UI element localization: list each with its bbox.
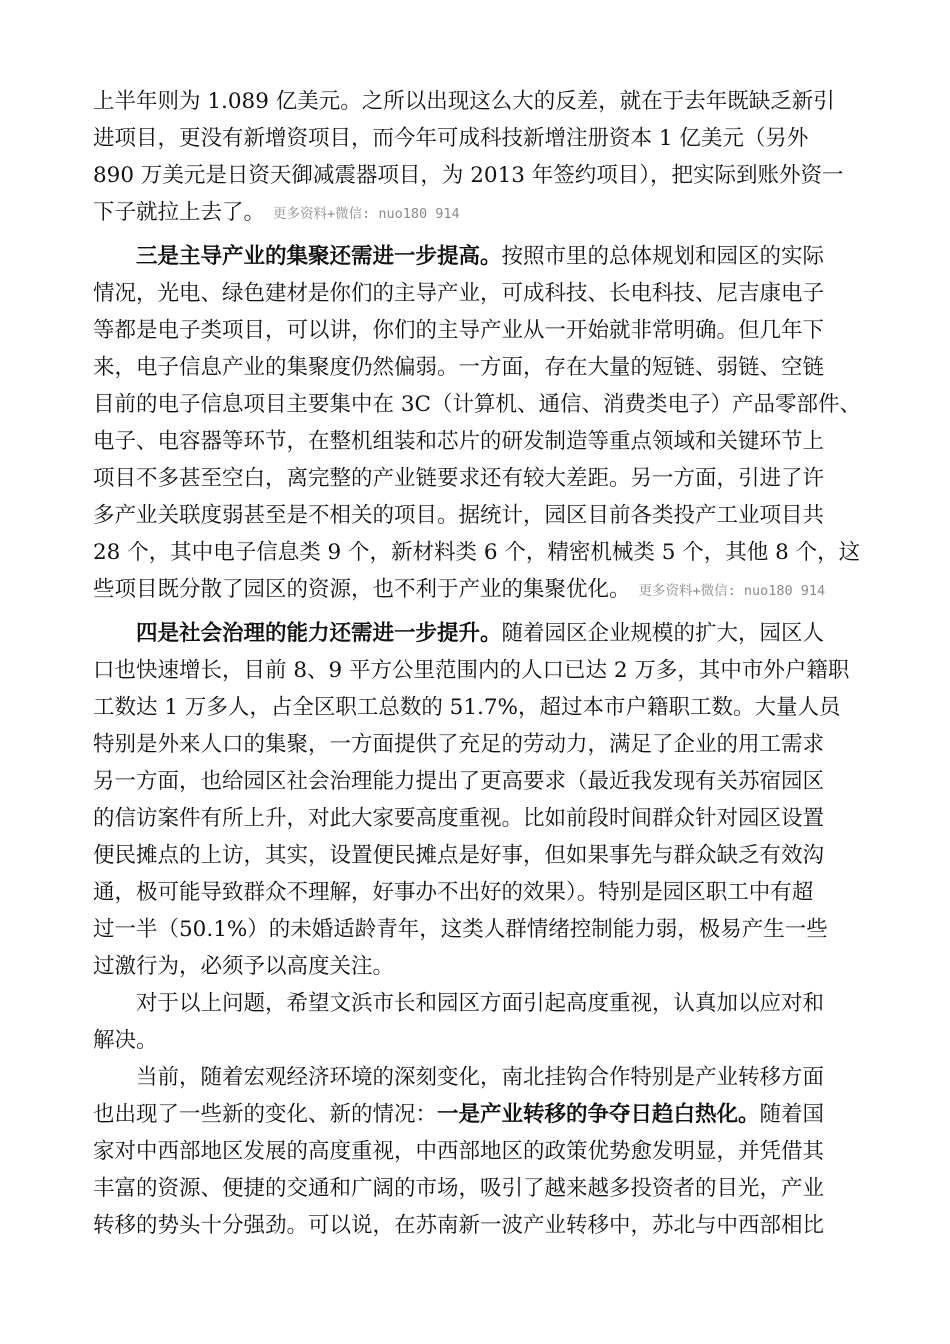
text-line: 多产业关联度弱甚至是不相关的项目。据统计，园区目前各类投产工业项目共 — [93, 503, 825, 528]
text-line: 项目不多甚至空白，离完整的产业链要求还有较大差距。另一方面，引进了许 — [93, 466, 825, 491]
text-line: 口也快速增长，目前 8、9 平方公里范围内的人口已达 2 万多，其中市外户籍职 — [93, 658, 850, 683]
text-line: 丰富的资源、便捷的交通和广阔的市场，吸引了越来越多投资者的目光，产业 — [93, 1176, 825, 1201]
text-line: 过一半（50.1%）的未婚适龄青年，这类人群情绪控制能力弱，极易产生一些 — [93, 917, 828, 942]
text-line — [93, 199, 861, 227]
text-line: 电子、电容器等环节，在整机组装和芯片的研发制造等重点领域和关键环节上 — [93, 429, 825, 454]
line-text: 按照市里的总体规划和园区的实际 — [501, 244, 825, 269]
text-line: 的信访案件有所上升，对此大家要高度重视。比如前段时间群众针对园区设置 — [93, 806, 825, 831]
watermark-note: 更多资料+微信: nuo180 914 — [638, 583, 826, 599]
text-line: 工数达 1 万多人，占全区职工总数的 51.7%，超过本市户籍职工数。大量人员 — [93, 695, 841, 720]
text-line: 28 个，其中电子信息类 9 个，新材料类 6 个，精密机械类 5 个，其他 8 个，这 — [93, 540, 861, 565]
line-text: 些项目既分散了园区的资源，也不利于产业的集聚优化。 — [93, 577, 631, 602]
section-heading: 一是产业转移的争夺日趋白热化。 — [437, 1102, 760, 1127]
text-line: 另一方面，也给园区社会治理能力提出了更高要求（最近我发现有关苏宿园区 — [93, 769, 825, 794]
text-line: 情况，光电、绿色建材是你们的主导产业，可成科技、长电科技、尼吉康电子 — [93, 281, 825, 306]
text-line: 来，电子信息产业的集聚度仍然偏弱。一方面，存在大量的短链、弱链、空链 — [93, 355, 825, 380]
text-line — [136, 243, 861, 271]
text-line: 特别是外来人口的集聚，一方面提供了充足的劳动力，满足了企业的用工需求 — [93, 732, 825, 757]
text-line: 目前的电子信息项目主要集中在 3C（计算机、通信、消费类电子）产品零部件、 — [93, 392, 861, 417]
section-heading: 三是主导产业的集聚还需进一步提高。 — [136, 244, 502, 269]
text-line: 转移的势头十分强劲。可以说，在苏南新一波产业转移中，苏北与中西部相比 — [93, 1213, 825, 1238]
text-line: 890 万美元是日资天御减震器项目，为 2013 年签约项目），把实际到账外资一 — [93, 163, 844, 188]
watermark-note: 更多资料+微信: nuo180 914 — [273, 206, 460, 222]
text-line: 上半年则为 1.089 亿美元。之所以出现这么大的反差，就在于去年既缺乏新引 — [93, 89, 835, 114]
text-line — [136, 620, 861, 648]
text-line: 进项目，更没有新增资项目，而今年可成科技新增注册资本 1 亿美元（另外 — [93, 126, 809, 151]
text-line: 便民摊点的上访，其实，设置便民摊点是好事，但如果事先与群众缺乏有效沟 — [93, 843, 825, 868]
line-text: 下子就拉上去了。 — [93, 200, 266, 225]
section-heading: 四是社会治理的能力还需进一步提升。 — [136, 621, 502, 646]
line-text: 随着国 — [759, 1102, 825, 1127]
line-text: 也出现了一些新的变化、新的情况： — [93, 1102, 438, 1127]
text-line: 对于以上问题，希望文浜市长和园区方面引起高度重视，认真加以应对和 — [136, 991, 825, 1016]
text-line: 解决。 — [93, 1028, 158, 1053]
text-line — [93, 1101, 861, 1129]
text-line: 等都是电子类项目，可以讲，你们的主导产业从一开始就非常明确。但几年下 — [93, 318, 825, 343]
text-line — [93, 576, 861, 604]
text-line: 过激行为，必须予以高度关注。 — [93, 954, 395, 979]
text-line: 家对中西部地区发展的高度重视，中西部地区的政策优势愈发明显，并凭借其 — [93, 1139, 825, 1164]
text-line: 通，极可能导致群众不理解，好事办不出好的效果）。特别是园区职工中有超 — [93, 880, 814, 905]
text-line: 当前，随着宏观经济环境的深刻变化，南北挂钩合作特别是产业转移方面 — [136, 1065, 825, 1090]
line-text: 随着园区企业规模的扩大，园区人 — [501, 621, 825, 646]
